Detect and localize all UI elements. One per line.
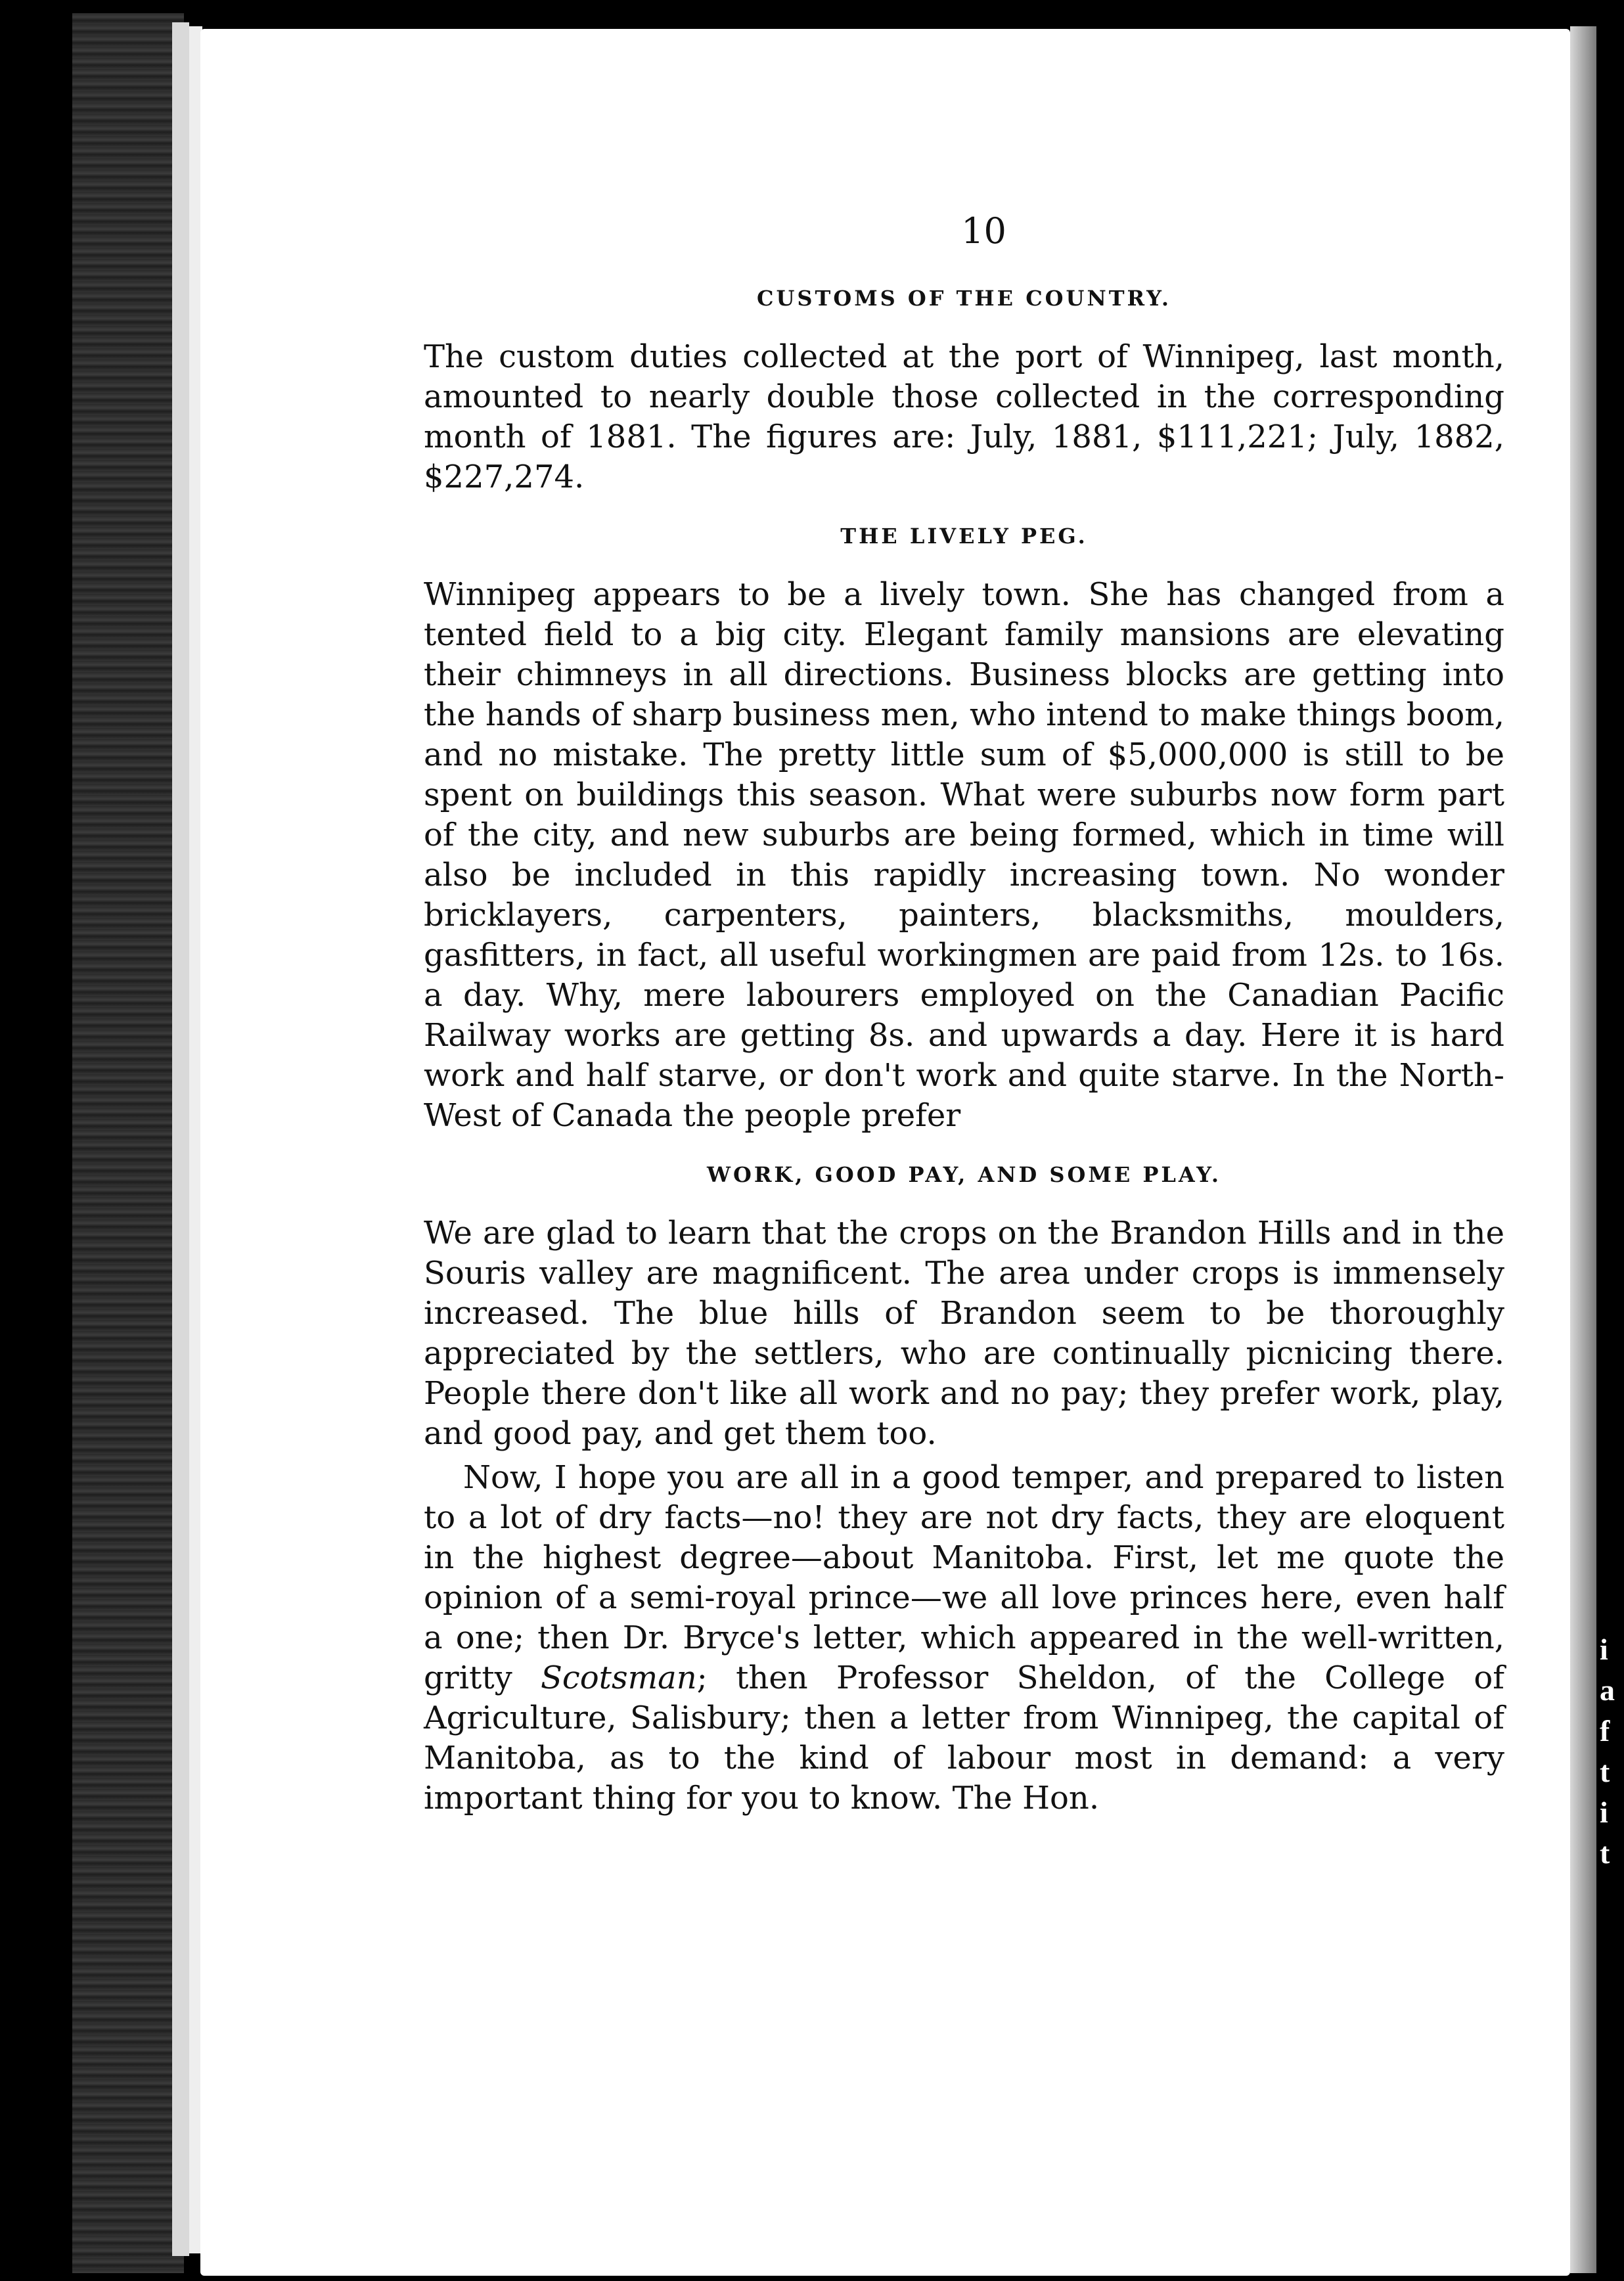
section-heading-customs: CUSTOMS OF THE COUNTRY.: [757, 286, 1171, 311]
margin-letter: a: [1600, 1673, 1615, 1707]
margin-letter: i: [1600, 1795, 1608, 1829]
paragraph-customs: The custom duties collected at the port of Winnipeg, last month, amounted to nearly double those collected in the corresponding month of 1881. The figures are: July, 1881, $111,221; July, 1882, $227,274.: [424, 338, 1504, 495]
next-page-margin-letters: [1600, 1629, 1619, 1874]
page-stack-edge: [172, 22, 189, 2256]
closing-text-after: ; then Professor Sheldon, of the College of Agriculture, Salisbury; then a letter from Winnipeg, the capital of Manitoba, as to the kind of labour most in demand: a very important thing for you to know. The Hon.: [424, 1660, 1504, 1817]
margin-letter: t: [1600, 1836, 1610, 1870]
page-gutter-shadow: [1570, 26, 1596, 2273]
margin-letter: t: [1600, 1755, 1610, 1788]
paragraph-closing: [424, 1458, 1504, 1818]
page-number: 10: [961, 210, 1006, 252]
margin-letter: i: [1600, 1633, 1608, 1666]
section-heading-lively-peg: THE LIVELY PEG.: [840, 524, 1088, 549]
paragraph-lively-peg: Winnipeg appears to be a lively town. She has changed from a tented field to a big city. Elegant family mansions are elevating their chimneys in all directions. Business blocks are getting into the hands of sharp business men, who intend to make things boom, and no mistake. The pretty little sum of $5,000,000 is still to be spent on buildings this season. What were suburbs now form part of the city, and new suburbs are being formed, which in time will also be included in this rapidly increasing town. No wonder bricklayers, carpenters, painters, blacksmiths, moulders, gasfitters, in fact, all useful workingmen are paid from 12s. to 16s. a day. Why, mere labourers employed on the Canadian Pacific Railway works are getting 8s. and upwards a day. Here it is hard work and half starve, or don't work and quite starve. In the North-West of Canada the people prefer: [424, 576, 1504, 1134]
page-content: [424, 210, 1504, 1818]
closing-text-italic: Scotsman: [541, 1660, 697, 1696]
margin-letter: f: [1600, 1714, 1610, 1748]
paragraph-work-pay-play: We are glad to learn that the crops on the Brandon Hills and in the Souris valley are magnificent. The area under crops is immensely increased. The blue hills of Brandon seem to be thoroughly appreciated by the settlers, who are continually picnicing there. People there don't like all work and no pay; they prefer work, play, and good pay, and get them too.: [424, 1215, 1504, 1452]
section-heading-work-pay-play: WORK, GOOD PAY, AND SOME PLAY.: [707, 1162, 1221, 1187]
closing-text-before: Now, I hope you are all in a good temper, and prepared to listen to a lot of dry facts—no! they are not dry facts, they are eloquent in the highest degree—about Manitoba. First, let me quote the opinion of a semi-royal prince—we all love princes here, even half a one; then Dr. Bryce's letter, which appeared in the well-written, gritty: [424, 1459, 1504, 1696]
book-binding: [72, 13, 184, 2273]
